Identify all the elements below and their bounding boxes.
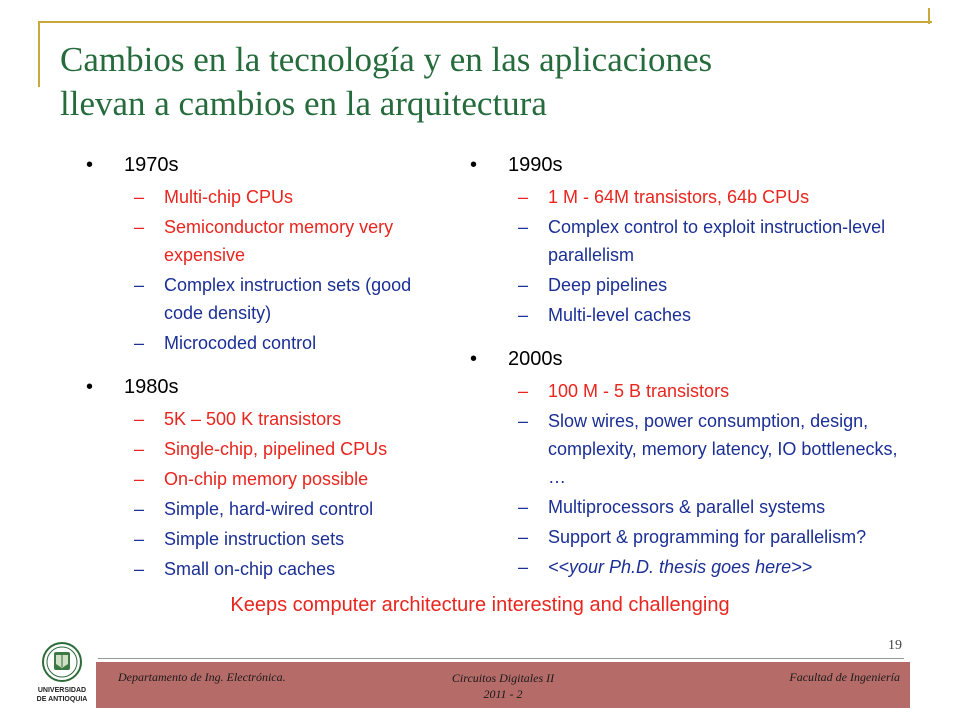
- footer-bar: [96, 662, 910, 708]
- dash-icon: –: [134, 217, 145, 237]
- dash-icon: –: [518, 275, 529, 295]
- list-item: [86, 271, 446, 327]
- title-line-1: Cambios en la tecnología y en las aplicaciones: [60, 40, 713, 79]
- list-item: [470, 377, 910, 405]
- dash-icon: –: [134, 187, 145, 207]
- list-item-text: Single-chip, pipelined CPUs: [164, 439, 388, 459]
- list-item: [470, 493, 910, 521]
- section-gap: [470, 331, 910, 341]
- bullet-icon: •: [470, 348, 478, 370]
- list-item: [86, 465, 446, 493]
- dash-icon: –: [518, 557, 529, 577]
- list-item: [86, 329, 446, 357]
- section-heading-text: 1980s: [124, 376, 179, 398]
- list-item: [86, 495, 446, 523]
- page-number: 19: [888, 638, 902, 653]
- footer-semester: 2011 - 2: [483, 687, 523, 701]
- dash-icon: –: [134, 333, 145, 353]
- list-item-text: Deep pipelines: [548, 275, 668, 295]
- list-item-text: On-chip memory possible: [164, 469, 369, 489]
- dash-icon: –: [134, 499, 145, 519]
- section-heading-text: 1970s: [124, 154, 179, 176]
- list-item: [470, 523, 910, 551]
- list-item: [86, 183, 446, 211]
- dash-icon: –: [518, 217, 529, 237]
- list-item-text: Multi-level caches: [548, 305, 692, 325]
- dash-icon: –: [518, 411, 529, 431]
- bullet-icon: •: [86, 376, 94, 398]
- logo-wordmark: [30, 686, 94, 704]
- list-item: [86, 405, 446, 433]
- section-heading: [86, 373, 446, 401]
- section-gap: [86, 359, 446, 369]
- section-heading-text: 2000s: [508, 348, 563, 370]
- list-item-text: Simple instruction sets: [164, 529, 345, 549]
- list-item-text: Microcoded control: [164, 333, 317, 353]
- section-heading: [470, 151, 910, 179]
- tagline: Keeps computer architecture interesting and challenging: [230, 594, 730, 616]
- footer-department: Departamento de Ing. Electrónica.: [118, 670, 286, 684]
- title-line-2: llevan a cambios en la arquitectura: [60, 84, 547, 123]
- slide-title: [60, 38, 920, 126]
- list-item-text: Complex instruction sets (good code density): [164, 275, 412, 323]
- list-item-text: Multiprocessors & parallel systems: [548, 497, 826, 517]
- list-item: [470, 213, 910, 269]
- dash-icon: –: [518, 381, 529, 401]
- dash-icon: –: [134, 559, 145, 579]
- dash-icon: –: [518, 305, 529, 325]
- section-heading-text: 1990s: [508, 154, 563, 176]
- list-item-text: Slow wires, power consumption, design, complexity, memory latency, IO bottlenecks, …: [548, 411, 898, 487]
- dash-icon: –: [134, 529, 145, 549]
- list-item-text: Support & programming for parallelism?: [548, 527, 867, 547]
- list-item-text: Small on-chip caches: [164, 559, 336, 579]
- footer-faculty: Facultad de Ingeniería: [789, 670, 900, 684]
- list-item: [470, 301, 910, 329]
- dash-icon: –: [134, 439, 145, 459]
- list-item: [470, 271, 910, 299]
- right-column: [470, 147, 910, 583]
- dash-icon: –: [518, 497, 529, 517]
- list-item: [86, 555, 446, 583]
- logo-line-1: UNIVERSIDAD: [37, 687, 87, 694]
- frame-left-line: [38, 21, 40, 87]
- list-item: [470, 553, 910, 581]
- dash-icon: –: [518, 187, 529, 207]
- list-item-text: 1 M - 64M transistors, 64b CPUs: [548, 187, 810, 207]
- list-item-text: Multi-chip CPUs: [164, 187, 294, 207]
- frame-top-line: [40, 21, 932, 23]
- footer-course: [96, 670, 910, 702]
- footer-rule: [98, 658, 904, 659]
- list-item-text: 5K – 500 K transistors: [164, 409, 342, 429]
- dash-icon: –: [518, 527, 529, 547]
- list-item: [86, 435, 446, 463]
- left-column: [86, 147, 446, 585]
- list-item: [86, 525, 446, 553]
- frame-corner-line: [928, 8, 930, 24]
- list-item-text: 100 M - 5 B transistors: [548, 381, 730, 401]
- list-item-text: Simple, hard-wired control: [164, 499, 374, 519]
- list-item-text: <<your Ph.D. thesis goes here>>: [548, 557, 813, 577]
- section-heading: [470, 345, 910, 373]
- dash-icon: –: [134, 275, 145, 295]
- list-item-text: Semiconductor memory very expensive: [164, 217, 394, 265]
- dash-icon: –: [134, 469, 145, 489]
- section-heading: [86, 151, 446, 179]
- list-item-text: Complex control to exploit instruction-level parallelism: [548, 217, 886, 265]
- footer-course-name: Circuitos Digitales II: [451, 671, 555, 685]
- bullet-icon: •: [470, 154, 478, 176]
- list-item: [470, 183, 910, 211]
- dash-icon: –: [134, 409, 145, 429]
- logo-line-2: DE ANTIOQUIA: [36, 696, 88, 703]
- list-item: [86, 213, 446, 269]
- bullet-icon: •: [86, 154, 94, 176]
- list-item: [470, 407, 910, 491]
